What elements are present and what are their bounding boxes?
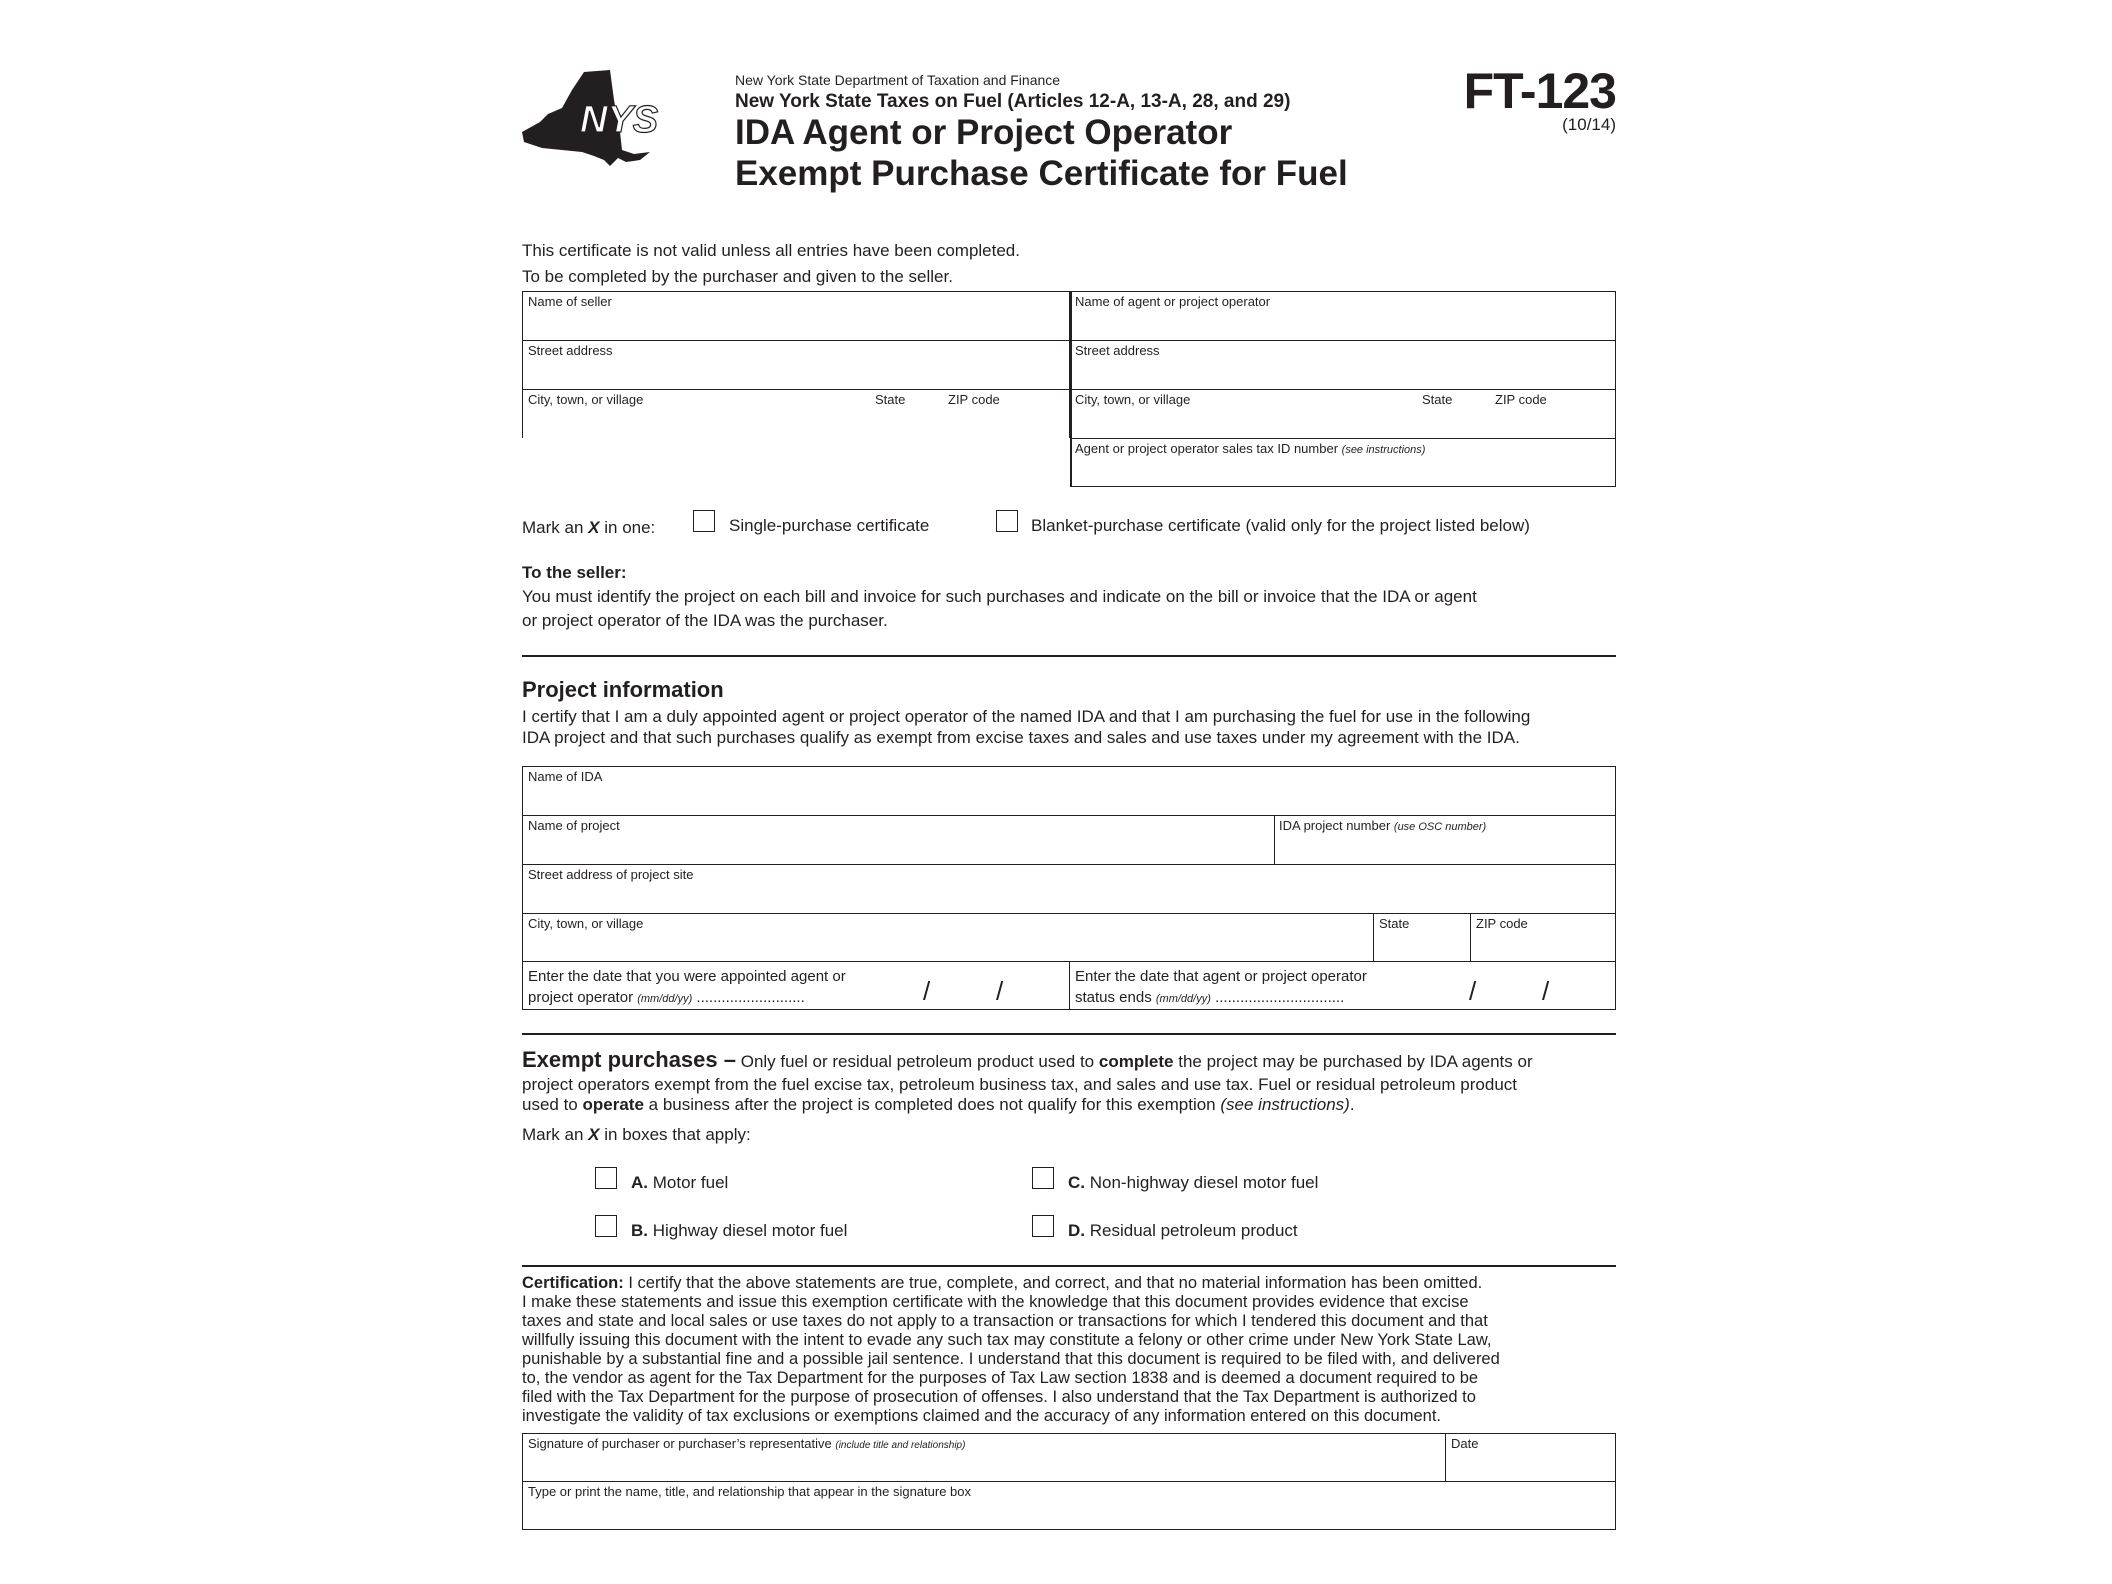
row-divider bbox=[522, 389, 1616, 390]
date-separator: / bbox=[1542, 976, 1550, 1006]
taxid-label: Agent or project operator sales tax ID number bbox=[1075, 441, 1339, 456]
taxid-note: (see instructions) bbox=[1341, 444, 1426, 456]
date-separator: / bbox=[923, 976, 931, 1006]
revision-date: (10/14) bbox=[1562, 115, 1616, 134]
option-c-label bbox=[1068, 1173, 1318, 1193]
agent-state-field[interactable]: State bbox=[1422, 392, 1453, 407]
date-format: (mm/dd/yy) bbox=[1155, 993, 1211, 1005]
exempt-text: the project may be purchased by IDA agents or bbox=[1178, 1052, 1533, 1071]
section-divider bbox=[522, 1265, 1616, 1267]
row-divider bbox=[522, 913, 1616, 914]
option-d-label bbox=[1068, 1221, 1298, 1241]
project-certify-line-2: IDA project and that such purchases qualify as exempt from excise taxes and sales and use taxes under my agreement with the IDA. bbox=[522, 728, 1520, 747]
seller-name-field[interactable]: Name of seller bbox=[528, 294, 612, 309]
option-text: Motor fuel bbox=[652, 1173, 729, 1192]
exempt-period: . bbox=[1349, 1095, 1355, 1114]
mark-prefix: Mark an bbox=[522, 1125, 584, 1144]
date-separator: / bbox=[996, 976, 1004, 1006]
cert-line: to, the vendor as agent for the Tax Department for the purposes of Tax Law section 1838 and is deemed a document required to be bbox=[522, 1369, 1479, 1387]
ends-date-input[interactable] bbox=[1410, 970, 1610, 1004]
agent-city-field[interactable]: City, town, or village bbox=[1075, 392, 1191, 407]
logo-text: NYS bbox=[580, 99, 659, 141]
option-text: Residual petroleum product bbox=[1089, 1221, 1298, 1240]
option-letter: C. bbox=[1068, 1173, 1085, 1192]
agent-zip-field[interactable]: ZIP code bbox=[1495, 392, 1547, 407]
col-divider bbox=[1445, 1433, 1446, 1481]
non-highway-diesel-checkbox[interactable] bbox=[1032, 1167, 1054, 1189]
section-divider bbox=[522, 655, 1616, 657]
validity-note: This certificate is not valid unless all entries have been completed. bbox=[522, 241, 1020, 260]
agent-street-field[interactable]: Street address bbox=[1075, 343, 1160, 358]
ends-text: status ends bbox=[1075, 989, 1152, 1006]
agent-taxid-field[interactable] bbox=[1075, 441, 1425, 458]
col-divider bbox=[1069, 961, 1070, 1010]
agent-name-field[interactable]: Name of agent or project operator bbox=[1075, 294, 1271, 309]
cert-line: punishable by a substantial fine and a possible jail sentence. I understand that this document is required to be filed with, and delivered bbox=[522, 1350, 1500, 1368]
project-street-field[interactable]: Street address of project site bbox=[528, 867, 694, 882]
single-purchase-label: Single-purchase certificate bbox=[729, 516, 930, 535]
project-info-heading: Project information bbox=[522, 677, 724, 702]
seller-street-field[interactable]: Street address bbox=[528, 343, 613, 358]
mark-suffix: in boxes that apply: bbox=[604, 1125, 751, 1144]
exempt-text: a business after the project is completed does not qualify for this exemption bbox=[648, 1095, 1216, 1114]
cert-line bbox=[522, 1274, 1622, 1293]
ida-name-field[interactable]: Name of IDA bbox=[528, 769, 603, 784]
cert-text: I certify that the above statements are true, complete, and correct, and that no material information has been omitted. bbox=[628, 1274, 1483, 1292]
cert-line: I make these statements and issue this exemption certificate with the knowledge that this document provides evidence that excise bbox=[522, 1293, 1469, 1311]
leader-dots: ............................... bbox=[1215, 989, 1345, 1006]
highway-diesel-checkbox[interactable] bbox=[595, 1215, 617, 1237]
col-divider bbox=[1373, 913, 1374, 961]
project-certify-line-1: I certify that I am a duly appointed agent or project operator of the named IDA and that I am purchasing the fuel for use in the following bbox=[522, 707, 1531, 726]
form-number: FT-123 bbox=[1463, 63, 1616, 119]
exempt-emphasis: complete bbox=[1098, 1052, 1174, 1071]
cert-line: taxes and state and local sales or use taxes do not apply to a transaction or transactions for which I tendered this document and that bbox=[522, 1312, 1488, 1330]
exempt-line-3 bbox=[522, 1095, 1622, 1115]
agency-name: New York State Department of Taxation and Finance bbox=[735, 72, 1061, 88]
row-divider bbox=[522, 340, 1616, 341]
project-number-field[interactable] bbox=[1279, 818, 1486, 835]
option-text: Non-highway diesel motor fuel bbox=[1089, 1173, 1319, 1192]
exempt-see-instructions: (see instructions) bbox=[1220, 1095, 1350, 1114]
project-number-label: IDA project number bbox=[1279, 818, 1391, 833]
tax-articles: New York State Taxes on Fuel (Articles 12-A, 13-A, 28, and 29) bbox=[735, 91, 1291, 112]
ends-line-1: Enter the date that agent or project operator bbox=[1075, 968, 1367, 985]
section-divider bbox=[522, 1033, 1616, 1035]
blanket-purchase-label: Blanket-purchase certificate (valid only for the project listed below) bbox=[1031, 516, 1530, 535]
blank-area bbox=[522, 438, 1070, 488]
exempt-line-2: project operators exempt from the fuel excise tax, petroleum business tax, and sales and use tax. Fuel or residual petroleum product bbox=[522, 1075, 1518, 1094]
exempt-text: used to bbox=[522, 1095, 578, 1114]
project-name-field[interactable]: Name of project bbox=[528, 818, 620, 833]
leader-dots: .......................... bbox=[696, 989, 805, 1006]
mark-suffix: in one: bbox=[604, 518, 656, 537]
signature-note: (include title and relationship) bbox=[835, 1440, 966, 1451]
option-a-label bbox=[631, 1173, 728, 1193]
nys-map-logo bbox=[522, 70, 672, 182]
option-letter: B. bbox=[631, 1221, 648, 1240]
row-divider bbox=[522, 815, 1616, 816]
ends-line-2 bbox=[1075, 987, 1367, 1010]
project-number-note: (use OSC number) bbox=[1393, 821, 1487, 833]
seller-city-field[interactable]: City, town, or village bbox=[528, 392, 644, 407]
completion-note: To be completed by the purchaser and given to the seller. bbox=[522, 267, 953, 286]
mark-x: X bbox=[588, 518, 600, 537]
date-separator: / bbox=[1469, 976, 1477, 1006]
mark-one-label bbox=[522, 518, 655, 538]
cert-line: investigate the validity of tax exclusions or exemptions claimed and the accuracy of any information entered on this document. bbox=[522, 1407, 1441, 1425]
row-divider bbox=[1069, 438, 1616, 439]
blanket-purchase-checkbox[interactable] bbox=[996, 510, 1018, 532]
signature-date-field[interactable]: Date bbox=[1451, 1436, 1479, 1451]
exempt-line-1 bbox=[522, 1047, 1622, 1072]
mark-prefix: Mark an bbox=[522, 518, 584, 537]
to-seller-line-2: or project operator of the IDA was the purchaser. bbox=[522, 611, 888, 630]
appointed-line-2 bbox=[528, 987, 846, 1010]
option-letter: A. bbox=[631, 1173, 648, 1192]
appointed-text: project operator bbox=[528, 989, 634, 1006]
date-format: (mm/dd/yy) bbox=[637, 993, 693, 1005]
to-seller-line-1: You must identify the project on each bill and invoice for such purchases and indicate on the bill or invoice that the IDA or agent bbox=[522, 587, 1477, 606]
title-line-1: IDA Agent or Project Operator bbox=[735, 113, 1233, 152]
col-divider bbox=[1274, 815, 1275, 864]
mark-boxes-label bbox=[522, 1125, 1622, 1145]
col-divider bbox=[1470, 913, 1471, 961]
project-state-field[interactable]: State bbox=[1379, 916, 1410, 931]
row-divider bbox=[522, 1481, 1616, 1482]
residual-petroleum-checkbox[interactable] bbox=[1032, 1215, 1054, 1237]
ends-date-label bbox=[1075, 966, 1367, 1010]
signature-field[interactable] bbox=[528, 1436, 965, 1453]
single-purchase-checkbox[interactable] bbox=[693, 510, 715, 532]
print-name-field[interactable]: Type or print the name, title, and relationship that appear in the signature box bbox=[528, 1484, 971, 1499]
appointed-date-label bbox=[528, 966, 846, 1010]
cert-heading: Certification: bbox=[522, 1274, 624, 1292]
exempt-emphasis: operate bbox=[582, 1095, 644, 1114]
row-divider bbox=[522, 864, 1616, 865]
exempt-heading: Exempt purchases – bbox=[522, 1047, 736, 1072]
title-line-2: Exempt Purchase Certificate for Fuel bbox=[735, 154, 1348, 193]
certification-text bbox=[522, 1274, 1622, 1426]
form-title bbox=[735, 112, 1348, 194]
project-zip-field[interactable]: ZIP code bbox=[1476, 916, 1528, 931]
seller-zip-field[interactable]: ZIP code bbox=[948, 392, 1000, 407]
cert-line: filed with the Tax Department for the purpose of prosecution of offenses. I also understand that the Tax Department is authorized to bbox=[522, 1388, 1476, 1406]
motor-fuel-checkbox[interactable] bbox=[595, 1167, 617, 1189]
option-text: Highway diesel motor fuel bbox=[652, 1221, 848, 1240]
appointed-date-input[interactable] bbox=[860, 970, 1060, 1004]
exempt-text: Only fuel or residual petroleum product used to bbox=[740, 1052, 1095, 1071]
cert-line: willfully issuing this document with the intent to evade any such tax may constitute a felony or other crime under New York State Law, bbox=[522, 1331, 1492, 1349]
seller-state-field[interactable]: State bbox=[875, 392, 906, 407]
appointed-line-1: Enter the date that you were appointed agent or bbox=[528, 968, 846, 985]
to-seller-heading: To the seller: bbox=[522, 563, 627, 582]
option-b-label bbox=[631, 1221, 847, 1241]
option-letter: D. bbox=[1068, 1221, 1085, 1240]
mark-x: X bbox=[588, 1125, 600, 1144]
project-city-field[interactable]: City, town, or village bbox=[528, 916, 644, 931]
signature-label: Signature of purchaser or purchaser’s representative bbox=[528, 1436, 832, 1451]
